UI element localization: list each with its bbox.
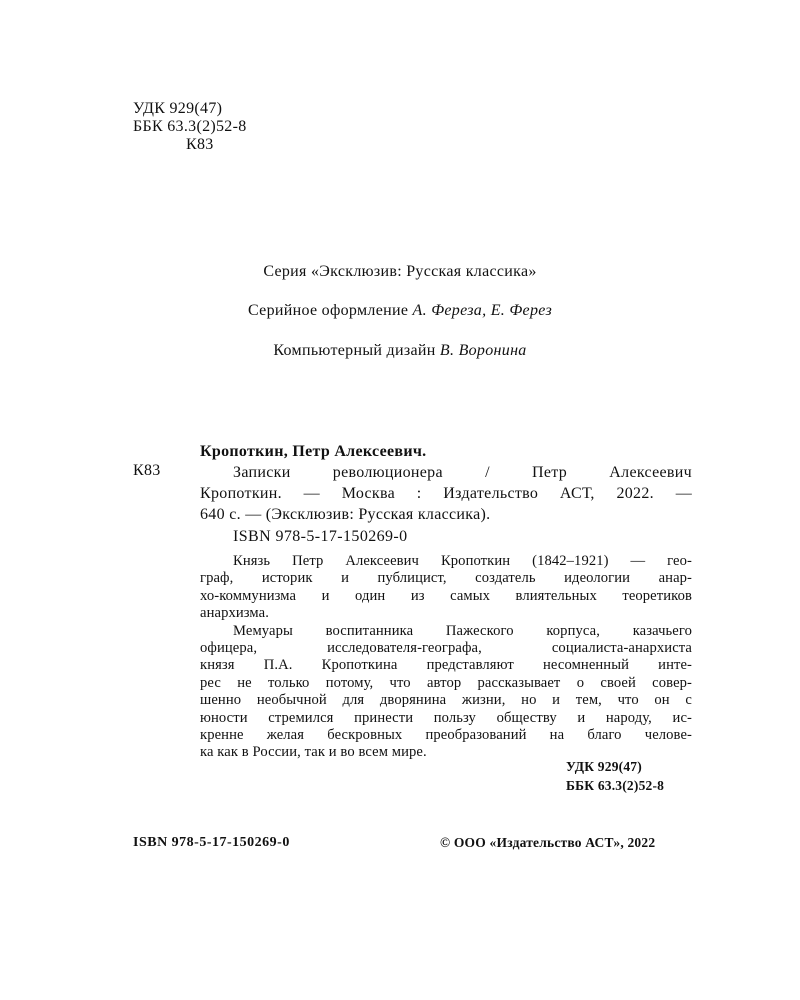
bibliography-line-2: Кропоткин. — Москва : Издательство АСТ, 2022. — [200, 485, 692, 502]
series-text: Серия «Эксклюзив: Русская классика» [263, 263, 537, 280]
series-design-label: Серийное оформление [248, 302, 413, 319]
bottom-udk-code: УДК 929(47) [566, 759, 642, 774]
annotation-line: хо-коммунизма и один из самых влиятельных теоретиков [200, 587, 692, 604]
author-mark: К83 [186, 136, 214, 153]
bbk-code: ББК 63.3(2)52-8 [133, 118, 247, 135]
annotation-line: офицера, исследователя-географа, социалиста-анархиста [200, 640, 692, 657]
bibliography-author-mark: К83 [133, 462, 161, 479]
udk-code: УДК 929(47) [133, 100, 223, 117]
annotation-line: юности стремился принести пользу обществу и народу, ис- [200, 709, 692, 726]
footer-isbn: ISBN 978-5-17-150269-0 [133, 835, 290, 850]
series-design-credit [0, 302, 800, 320]
annotation-line: рес не только потому, что автор рассказывает о своей совер- [200, 674, 692, 691]
annotation-line: шенно необычной для дворянина жизни, но и тем, что он с [200, 692, 692, 709]
annotation-line: Мемуары воспитанника Пажеского корпуса, казачьего [233, 622, 692, 639]
computer-design-label: Компьютерный дизайн [273, 342, 440, 359]
bottom-bbk-code: ББК 63.3(2)52-8 [566, 778, 665, 793]
footer-copyright: © ООО «Издательство АСТ», 2022 [440, 835, 656, 850]
annotation-line: граф, историк и публицист, создатель идеологии анар- [200, 570, 692, 587]
bottom-classification-codes [566, 757, 664, 795]
series-title [0, 263, 800, 281]
bibliography-line-3: 640 с. — (Эксклюзив: Русская классика). [200, 506, 491, 523]
bibliography-isbn: ISBN 978-5-17-150269-0 [233, 528, 408, 545]
bibliographic-record [200, 441, 692, 525]
annotation-line: анархизма. [200, 605, 269, 622]
annotation-line: Князь Петр Алексеевич Кропоткин (1842–1921) — гео- [233, 553, 692, 569]
computer-design-credit [0, 342, 800, 360]
bibliography-line-1: Записки революционера / Петр Алексеевич [233, 464, 692, 481]
series-design-names: А. Фереза, Е. Ферез [412, 302, 552, 319]
computer-design-names: В. Воронина [439, 342, 527, 359]
annotation-line: ка как в России, так и во всем мире. [200, 744, 427, 761]
annotation-line: кренне желая бескровных преобразований на благо челове- [200, 727, 692, 744]
annotation-line: князя П.А. Кропоткина представляют несомненный инте- [200, 657, 692, 674]
annotation [200, 553, 692, 762]
classification-codes [133, 100, 247, 154]
bibliography-author: Кропоткин, Петр Алексеевич. [200, 443, 427, 460]
